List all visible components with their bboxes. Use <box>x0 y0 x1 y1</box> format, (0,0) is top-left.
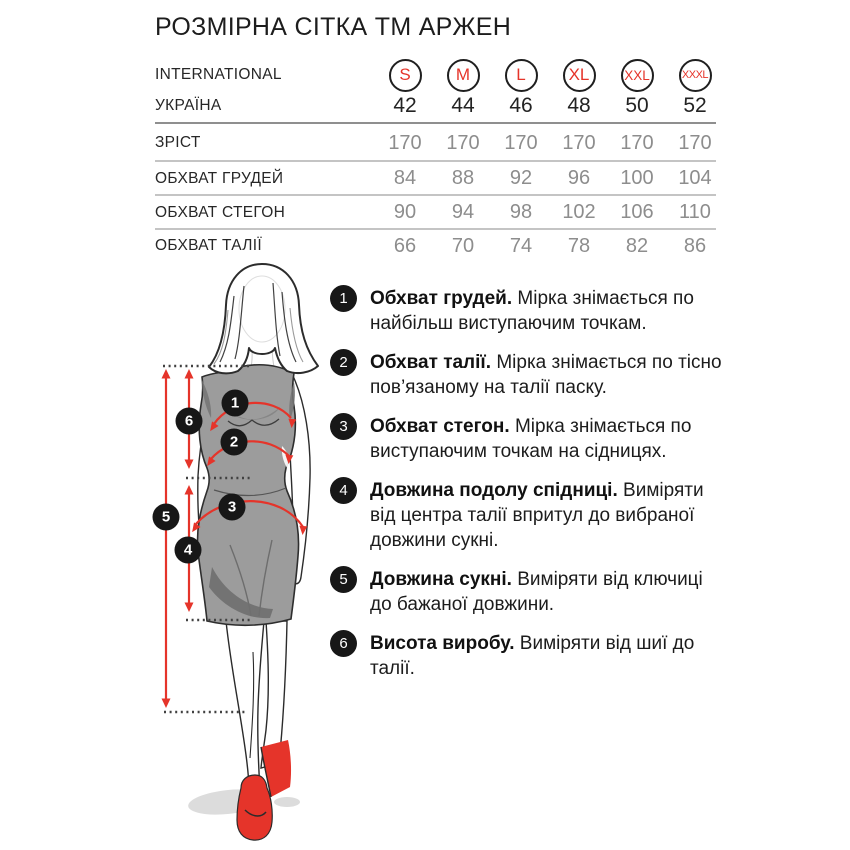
legend-item-hips <box>330 414 730 464</box>
row-label: ОБХВАТ СТЕГОН <box>155 203 286 221</box>
table-row-hips <box>155 196 727 229</box>
ukraine-size: 48 <box>567 94 591 117</box>
svg-text:3: 3 <box>227 498 237 516</box>
ukraine-label: УКРАЇНА <box>155 97 222 114</box>
legend-text: Висота виробу. Виміряти від шиї до талії. <box>370 633 695 679</box>
measurement-legend <box>330 286 730 681</box>
svg-text:5: 5 <box>161 508 171 526</box>
ukraine-size: 52 <box>683 94 707 117</box>
figure-marker-1 <box>222 390 249 417</box>
row-value: 96 <box>567 167 591 189</box>
figure-marker-6 <box>176 408 203 435</box>
size-badge-xxl: XXL <box>621 59 654 92</box>
row-value: 170 <box>446 131 480 154</box>
svg-text:4: 4 <box>183 541 193 559</box>
row-value: 102 <box>562 201 596 223</box>
front-shoe <box>237 775 272 840</box>
table-separator <box>155 122 716 124</box>
international-label: INTERNATIONAL <box>155 66 282 83</box>
row-value: 84 <box>393 167 417 189</box>
size-badge-m: M <box>447 59 480 92</box>
row-value: 94 <box>451 201 475 223</box>
row-value: 88 <box>451 167 475 189</box>
legend-item-waist <box>330 350 730 400</box>
legend-number-badge: 4 <box>330 477 357 504</box>
ukraine-size: 44 <box>451 94 475 117</box>
legend-number-badge: 3 <box>330 413 357 440</box>
figure-marker-5 <box>153 504 180 531</box>
ukraine-size: 46 <box>509 94 533 117</box>
ukraine-size: 42 <box>393 94 417 117</box>
legend-text: Обхват талії. Мірка знімається по тісно пов’язаному на талії паску. <box>370 352 722 398</box>
row-value: 90 <box>393 201 417 223</box>
row-value: 106 <box>620 201 654 223</box>
row-label: ОБХВАТ ТАЛІЇ <box>155 237 262 254</box>
svg-text:2: 2 <box>229 433 239 451</box>
figure-marker-4 <box>175 537 202 564</box>
svg-text:6: 6 <box>184 412 194 430</box>
page-title: РОЗМІРНА СІТКА ТМ АРЖЕН <box>155 13 512 41</box>
legend-text: Обхват грудей. Мірка знімається по найбільш виступаючим точкам. <box>370 288 694 334</box>
row-value: 100 <box>620 167 654 189</box>
table-row-ukraine <box>155 92 727 120</box>
legend-item-bust <box>330 286 730 336</box>
ukraine-size: 50 <box>625 94 649 117</box>
legend-item-dress-length <box>330 567 730 617</box>
row-value: 110 <box>679 201 711 223</box>
legend-item-product-height <box>330 631 730 681</box>
table-row-height <box>155 126 727 160</box>
legend-number-badge: 2 <box>330 349 357 376</box>
legend-text: Довжина подолу спідниці. Виміряти від центра талії впритул до вибраної довжини сукні. <box>370 480 704 551</box>
legend-item-skirt-length <box>330 478 730 553</box>
row-value: 104 <box>678 167 712 189</box>
row-value: 170 <box>678 131 712 154</box>
row-value: 70 <box>451 234 475 257</box>
size-badge-xl: XL <box>563 59 596 92</box>
table-row-international <box>155 55 727 95</box>
row-value: 66 <box>393 234 417 257</box>
svg-text:1: 1 <box>230 394 240 412</box>
row-value: 74 <box>509 234 533 257</box>
model-face <box>239 276 285 342</box>
size-badge-l: L <box>505 59 538 92</box>
legend-number-badge: 6 <box>330 630 357 657</box>
figure-marker-2 <box>221 429 248 456</box>
row-label: ЗРІСТ <box>155 134 201 151</box>
figure-marker-3 <box>219 494 246 521</box>
legend-number-badge: 1 <box>330 285 357 312</box>
row-label: ОБХВАТ ГРУДЕЙ <box>155 169 284 187</box>
size-badge-s: S <box>389 59 422 92</box>
row-value: 170 <box>504 131 538 154</box>
legend-number-badge: 5 <box>330 566 357 593</box>
row-value: 86 <box>683 234 707 257</box>
row-value: 78 <box>567 234 591 257</box>
model-measurement-illustration <box>140 258 340 850</box>
legend-text: Обхват стегон. Мірка знімається по виступаючим точкам на сідницях. <box>370 416 692 462</box>
legend-text: Довжина сукні. Виміряти від ключиці до бажаної довжини. <box>370 569 703 615</box>
row-value: 92 <box>509 167 533 189</box>
table-row-bust <box>155 162 727 195</box>
row-value: 82 <box>625 234 649 257</box>
row-value: 170 <box>388 131 422 154</box>
row-value: 170 <box>562 131 596 154</box>
row-value: 98 <box>509 201 533 223</box>
size-badge-xxxl: XXXL <box>679 59 712 92</box>
row-value: 170 <box>620 131 654 154</box>
